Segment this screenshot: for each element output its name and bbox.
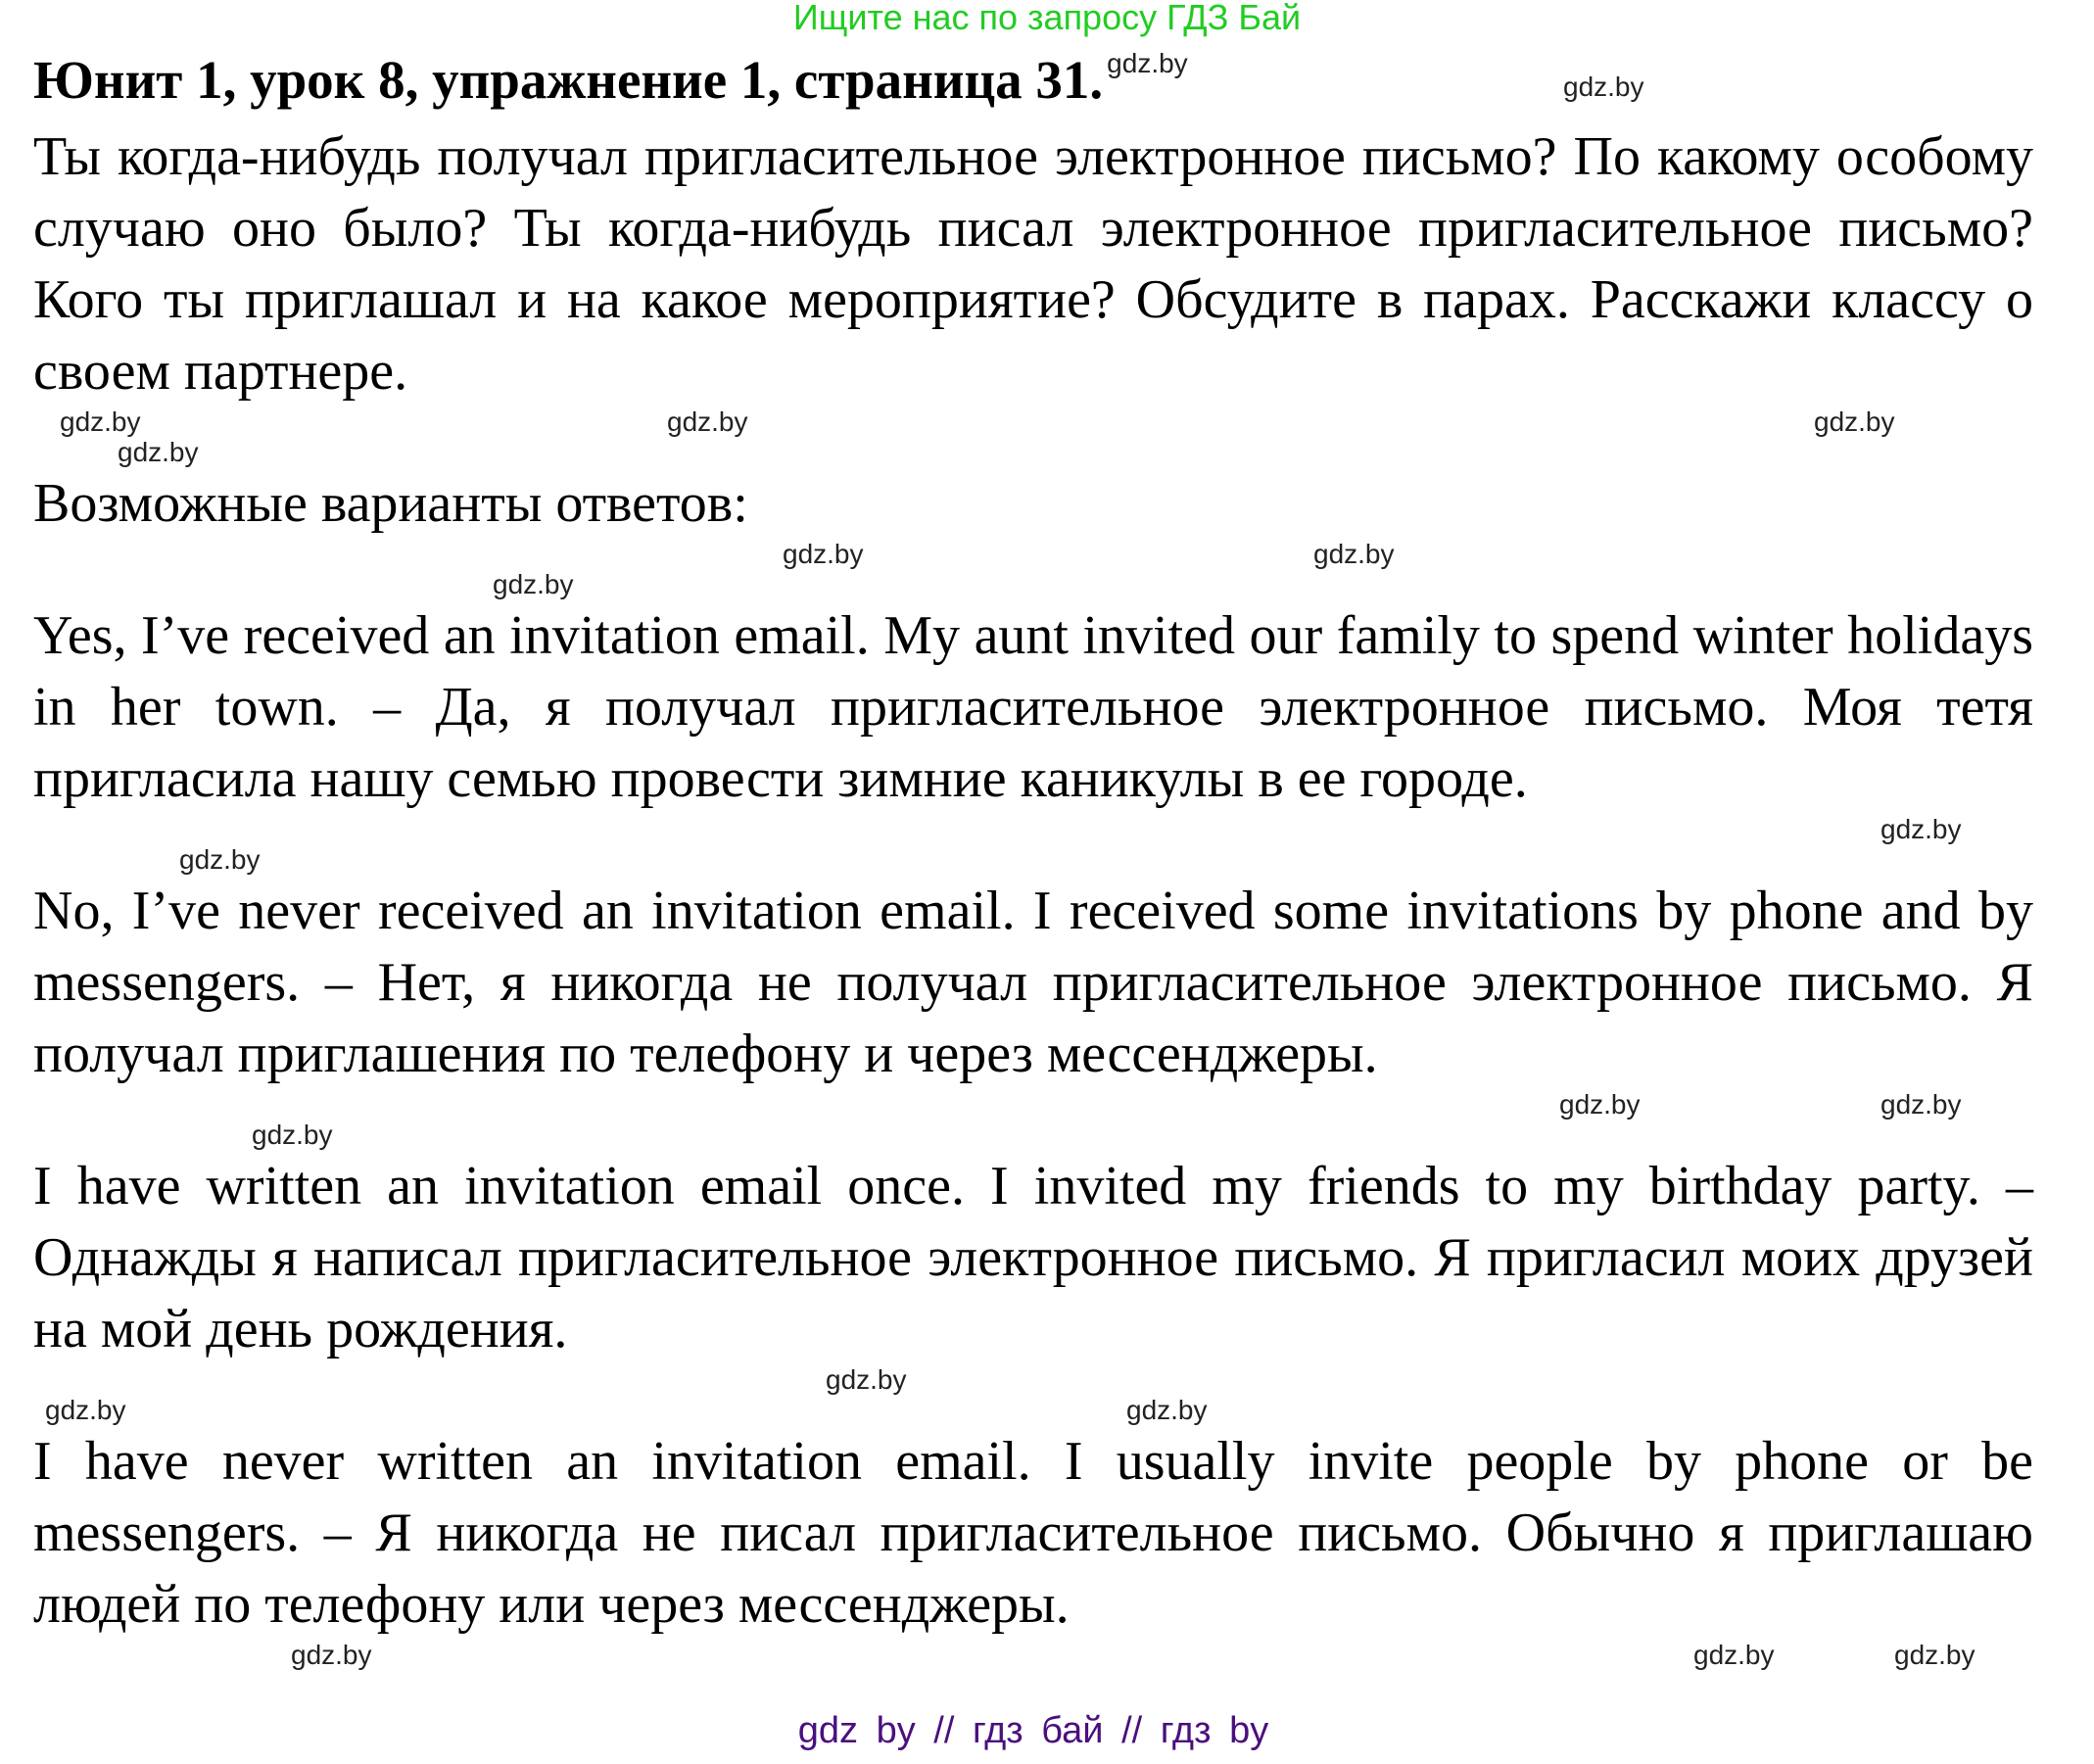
watermark: gdz.by bbox=[1126, 1395, 1208, 1425]
spacer bbox=[33, 1090, 2033, 1151]
answer-3: I have written an invitation email once. I invited my friends to my birthday party. – Однажды я написал пригласительное электронное письмо. Я пригласил моих друзей на мой день рождения. bbox=[33, 1156, 2033, 1359]
watermark: gdz.by bbox=[1559, 1089, 1641, 1120]
spacer bbox=[33, 540, 2033, 600]
watermark: gdz.by bbox=[1894, 1640, 1975, 1670]
watermark: gdz.by bbox=[60, 406, 141, 437]
watermark: gdz.by bbox=[118, 437, 199, 467]
watermark: gdz.by bbox=[179, 844, 261, 875]
page-title bbox=[33, 49, 2033, 112]
page-content bbox=[33, 49, 2033, 1752]
watermark: gdz.by bbox=[826, 1364, 907, 1395]
spacer bbox=[33, 407, 2033, 468]
spacer bbox=[33, 1365, 2033, 1426]
watermark: gdz.by bbox=[1107, 48, 1188, 78]
watermark: gdz.by bbox=[493, 569, 574, 599]
watermark: gdz.by bbox=[1880, 1089, 1962, 1120]
watermark: gdz.by bbox=[1880, 814, 1962, 844]
watermark: gdz.by bbox=[291, 1640, 372, 1670]
watermark: gdz.by bbox=[1313, 539, 1395, 569]
answer-2: No, I’ve never received an invitation email. I received some invitations by phone and by messengers. – Нет, я никогда не получал пригласительное электронное письмо. Я получал приглашения по телефону и через мессенджеры. bbox=[33, 881, 2033, 1084]
watermark: gdz.by bbox=[45, 1395, 126, 1425]
task-text: Ты когда-нибудь получал пригласительное электронное письмо? По какому особому случаю оно было? Ты когда-нибудь писал электронное пригласительное письмо? Кого ты приглашал и на какое мероприятие? Обсудите в парах. Расскажи классу о своем партнере. bbox=[33, 126, 2033, 402]
footer-links: gdz by // гдз бай // гдз by bbox=[797, 1710, 1269, 1751]
watermark: gdz.by bbox=[1814, 406, 1895, 437]
answer-1: Yes, I’ve received an invitation email. My aunt invited our family to spend winter holidays in her town. – Да, я получал пригласительное электронное письмо. Моя тетя пригласила нашу семью провести зимние каникулы в ее городе. bbox=[33, 605, 2033, 809]
answer-4: I have never written an invitation email. I usually invite people by phone or be messengers. – Я никогда не писал пригласительное письмо. Обычно я приглашаю людей по телефону или через мессенджеры. bbox=[33, 1431, 2033, 1635]
watermark: gdz.by bbox=[667, 406, 748, 437]
watermark: gdz.by bbox=[783, 539, 864, 569]
answers-label: Возможные варианты ответов: bbox=[33, 473, 748, 534]
page-title-text: Юнит 1, урок 8, упражнение 1, страница 31. bbox=[33, 50, 1104, 110]
search-banner: Ищите нас по запросу ГДЗ Бай bbox=[792, 0, 1302, 37]
watermark: gdz.by bbox=[252, 1120, 333, 1150]
watermark: gdz.by bbox=[1693, 1640, 1775, 1670]
watermark: gdz.by bbox=[1563, 72, 1644, 102]
spacer bbox=[33, 815, 2033, 876]
spacer bbox=[33, 1641, 2033, 1701]
